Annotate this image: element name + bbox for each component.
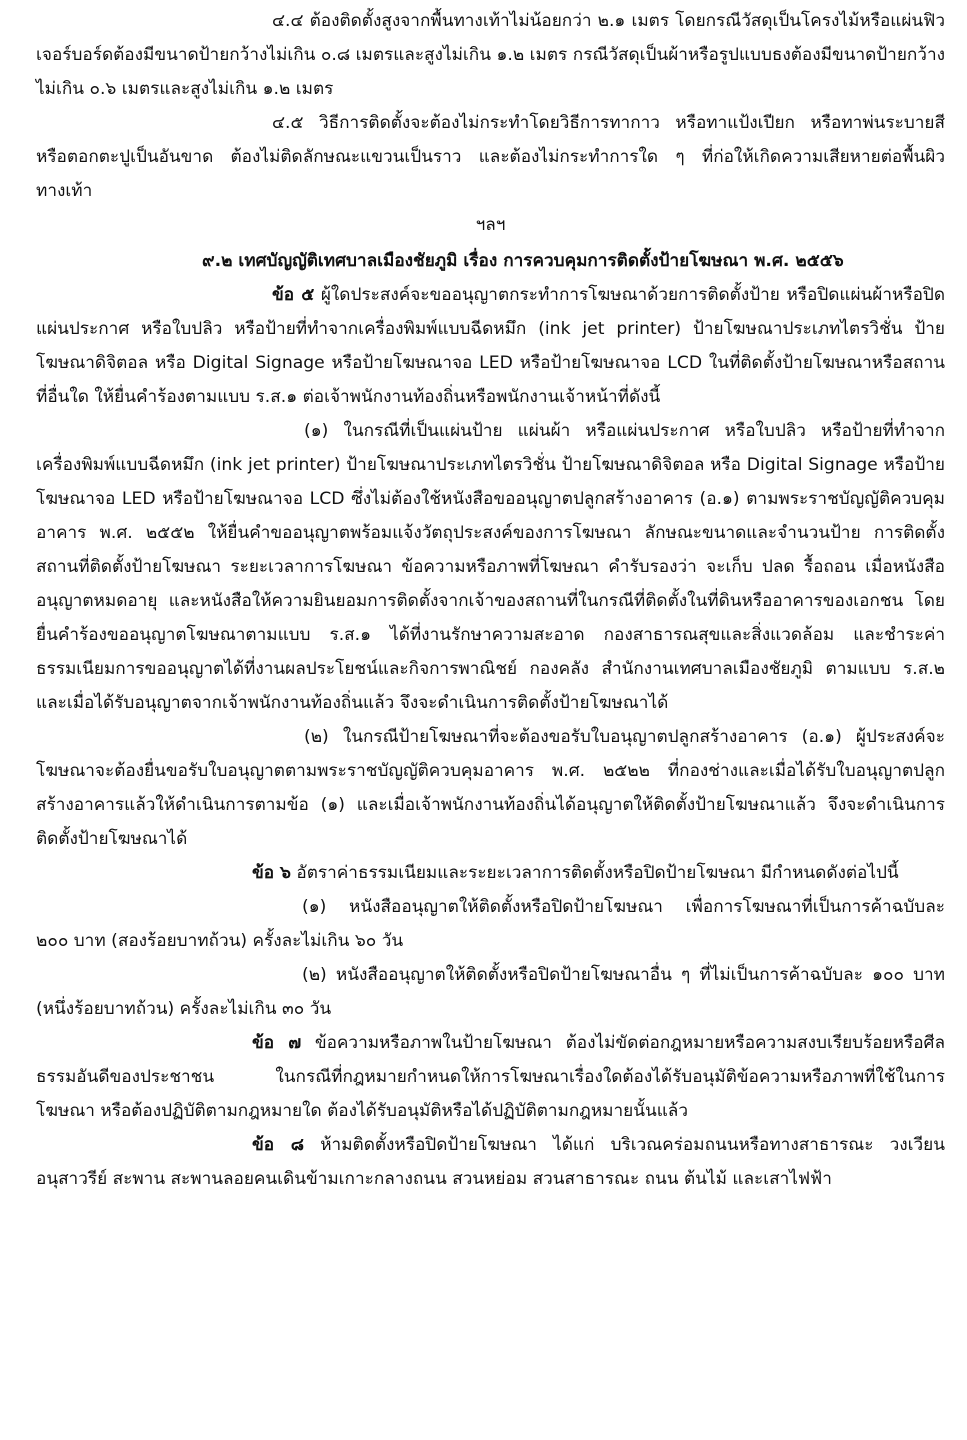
section-heading-9-2: ๙.๒ เทศบัญญัติเทศบาลเมืองชัยภูมิ เรื่อง การควบคุมการติดตั้งป้ายโฆษณา พ.ศ. ๒๕๕๖ <box>202 251 844 271</box>
clause-5 <box>36 278 945 414</box>
clause-6-label: ข้อ ๖ <box>252 863 291 883</box>
clause-7-label: ข้อ ๗ <box>252 1033 302 1053</box>
clause-6-item-2: (๒) หนังสืออนุญาตให้ติดตั้งหรือปิดป้ายโฆษณาอื่น ๆ ที่ไม่เป็นการค้าฉบับละ ๑๐๐ บาท (หนึ่งร้อยบาทถ้วน) ครั้งละไม่เกิน ๓๐ วัน <box>36 965 945 1019</box>
clause-6-item-1: (๑) หนังสืออนุญาตให้ติดตั้งหรือปิดป้ายโฆษณา เพื่อการโฆษณาที่เป็นการค้าฉบับละ ๒๐๐ บาท (สองร้อยบาทถ้วน) ครั้งละไม่เกิน ๖๐ วัน <box>36 897 945 951</box>
clause-5-text: ผู้ใดประสงค์จะขออนุญาตกระทำการโฆษณาด้วยการติดตั้งป้าย หรือปิดแผ่นผ้าหรือปิดแผ่นประกาศ หรือใบปลิว หรือป้ายที่ทำจากเครื่องพิมพ์แบบฉีดหมึก (ink jet printer) ป้ายโฆษณาประเภทไตรวิชั่น ป้ายโฆษณาดิจิตอล หรือ Digital Signage หรือป้ายโฆษณาจอ LED หรือป้ายโฆษณาจอ LCD ในที่ติดตั้งป้ายโฆษณาหรือสถานที่อื่นใด ให้ยื่นคำร้องตามแบบ ร.ส.๑ ต่อเจ้าพนักงานท้องถิ่นหรือพนักงานเจ้าหน้าที่ดังนี้ <box>36 285 945 407</box>
clause-8 <box>36 1128 945 1196</box>
clause-7-text: ข้อความหรือภาพในป้ายโฆษณา ต้องไม่ขัดต่อกฎหมายหรือความสงบเรียบร้อยหรือศีลธรรมอันดีของประชาชน ในกรณีที่กฎหมายกำหนดให้การโฆษณาเรื่องใดต้องได้รับอนุมัติข้อความหรือภาพที่ใช้ในการโฆษณา หรือต้องปฏิบัติตามกฎหมายใด ต้องได้รับอนุมัติหรือได้ปฏิบัติตามกฎหมายนั้นแล้ว <box>36 1033 946 1121</box>
clause-7 <box>36 1026 945 1128</box>
ellipsis-marker: ฯลฯ <box>475 215 506 235</box>
clause-8-label: ข้อ ๘ <box>252 1135 305 1155</box>
clause-6-text: อัตราค่าธรรมเนียมและระยะเวลาการติดตั้งหรือปิดป้ายโฆษณา มีกำหนดดังต่อไปนี้ <box>290 863 899 883</box>
clause-5-item-1: (๑) ในกรณีที่เป็นแผ่นป้าย แผ่นผ้า หรือแผ่นประกาศ หรือใบปลิว หรือป้ายที่ทำจากเครื่องพิมพ์แบบฉีดหมึก (ink jet printer) ป้ายโฆษณาประเภทไตรวิชั่น ป้ายโฆษณาดิจิตอล หรือ Digital Signage หรือป้ายโฆษณาจอ LED หรือป้ายโฆษณาจอ LCD ซึ่งไม่ต้องใช้หนังสือขออนุญาตปลูกสร้างอาคาร (อ.๑) ตามพระราชบัญญัติควบคุมอาคาร พ.ศ. ๒๕๕๒ ให้ยื่นคำขออนุญาตพร้อมแจ้งวัตถุประสงค์ของการโฆษณา ลักษณะขนาดและจำนวนป้าย การติดตั้ง สถานที่ติดตั้งป้ายโฆษณา ระยะเวลาการโฆษณา ข้อความหรือภาพที่โฆษณา คำรับรองว่า จะเก็บ ปลด รื้อถอน เมื่อหนังสืออนุญาตหมดอายุ และหนังสือให้ความยินยอมการติดตั้งจากเจ้าของสถานที่ในกรณีที่ติดตั้งในที่ดินหรืออาคารของเอกชน โดยยื่นคำร้องขออนุญาตโฆษณาตามแบบ ร.ส.๑ ได้ที่งานรักษาความสะอาด กองสาธารณสุขและสิ่งแวดล้อม และชำระค่าธรรมเนียมการขออนุญาตได้ที่งานผลประโยชน์และกิจการพาณิชย์ กองคลัง สำนักงานเทศบาลเมืองชัยภูมิ ตามแบบ ร.ส.๒ และเมื่อได้รับอนุญาตจากเจ้าพนักงานท้องถิ่นแล้ว จึงจะดำเนินการติดตั้งป้ายโฆษณาได้ <box>36 421 945 713</box>
clause-8-text: ห้ามติดตั้งหรือปิดป้ายโฆษณา ได้แก่ บริเวณคร่อมถนนหรือทางสาธารณะ วงเวียน อนุสาวรีย์ สะพาน สะพานลอยคนเดินข้ามเกาะกลางถนน สวนหย่อม สวนสาธารณะ ถนน ต้นไม้ และเสาไฟฟ้า <box>36 1135 945 1189</box>
clause-5-item-2: (๒) ในกรณีป้ายโฆษณาที่จะต้องขอรับใบอนุญาตปลูกสร้างอาคาร (อ.๑) ผู้ประสงค์จะโฆษณาจะต้องยื่นขอรับใบอนุญาตตามพระราชบัญญัติควบคุมอาคาร พ.ศ. ๒๕๒๒ ที่กองช่างและเมื่อได้รับใบอนุญาตปลูกสร้างอาคารแล้วให้ดำเนินการตามข้อ (๑) และเมื่อเจ้าพนักงานท้องถิ่นได้อนุญาตให้ติดตั้งป้ายโฆษณาแล้ว จึงจะดำเนินการติดตั้งป้ายโฆษณาได้ <box>36 727 945 849</box>
paragraph-4-5: ๔.๕ วิธีการติดตั้งจะต้องไม่กระทำโดยวิธีการทากาว หรือทาแป้งเปียก หรือทาพ่นระบายสี หรือตอกตะปูเป็นอันขาด ต้องไม่ติดลักษณะแขวนเป็นราว และต้องไม่กระทำการใด ๆ ที่ก่อให้เกิดความเสียหายต่อพื้นผิวทางเท้า <box>36 113 945 201</box>
clause-5-label: ข้อ ๕ <box>272 285 315 305</box>
clause-6 <box>36 856 945 890</box>
paragraph-4-4: ๔.๔ ต้องติดตั้งสูงจากพื้นทางเท้าไม่น้อยกว่า ๒.๑ เมตร โดยกรณีวัสดุเป็นโครงไม้หรือแผ่นฟิวเจอร์บอร์ดต้องมีขนาดป้ายกว้างไม่เกิน ๐.๘ เมตรและสูงไม่เกิน ๑.๒ เมตร กรณีวัสดุเป็นผ้าหรือรูปแบบธงต้องมีขนาดป้ายกว้างไม่เกิน ๐.๖ เมตรและสูงไม่เกิน ๑.๒ เมตร <box>36 11 945 99</box>
